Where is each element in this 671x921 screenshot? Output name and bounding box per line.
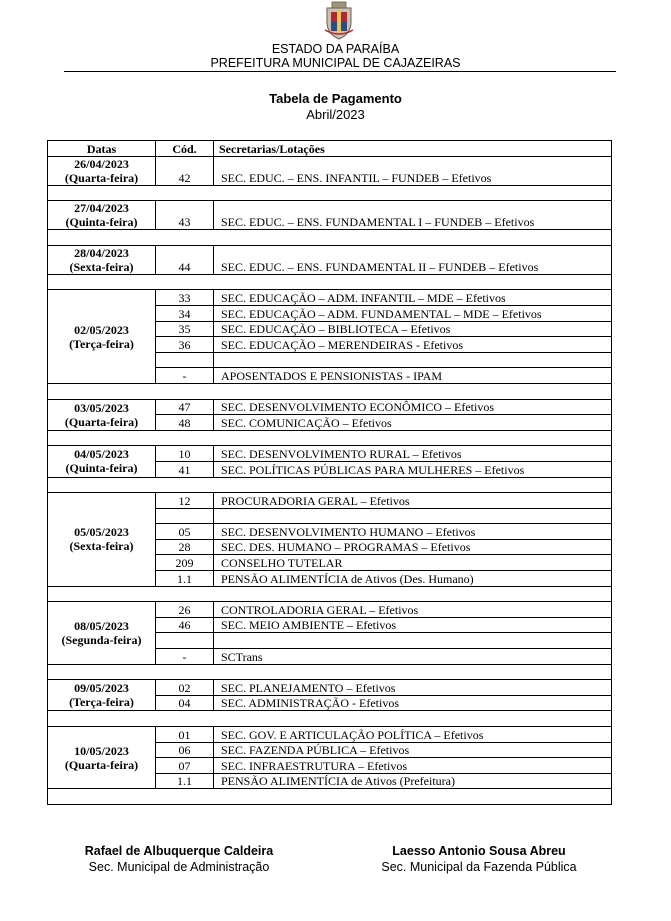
spacer-cell [48,789,612,805]
payment-date: 02/05/2023 [74,322,129,337]
spacer-cell [48,185,612,201]
department-cell: CONTROLADORIA GERAL – Efetivos [214,602,612,618]
payment-date-cell [48,156,156,185]
department-cell: APOSENTADOS E PENSIONISTAS - IPAM [214,368,612,384]
code-cell: 41 [156,461,214,477]
spacer-cell [48,274,612,290]
payment-date: 09/05/2023 [74,681,129,696]
state-name: ESTADO DA PARAÍBA [271,42,400,56]
table-row [48,201,612,230]
department-cell: SEC. EDUCAÇÃO – BIBLIOTECA – Efetivos [214,321,612,337]
spacer-row [48,230,612,246]
payment-weekday: (Terça-feira) [69,336,134,351]
payment-date-cell [48,727,156,789]
department-cell: SEC. GOV. E ARTICULAÇÃO POLÍTICA – Efetivos [214,727,612,743]
code-cell: 46 [156,617,214,633]
code-cell: 28 [156,539,214,555]
payment-date: 10/05/2023 [74,743,129,758]
code-cell: - [156,368,214,384]
spacer-row [48,383,612,399]
signature-administration [49,843,309,875]
payment-date-cell [48,602,156,664]
spacer-row [48,477,612,493]
code-cell: 43 [156,201,214,230]
code-cell: 06 [156,742,214,758]
spacer-row [48,789,612,805]
coat-of-arms-icon [322,0,356,40]
code-cell: 1.1 [156,571,214,587]
spacer-cell [48,664,612,680]
spacer-cell [48,711,612,727]
code-cell: 33 [156,290,214,306]
table-row [48,156,612,185]
code-cell: 209 [156,555,214,571]
department-cell: SEC. DESENVOLVIMENTO ECONÔMICO – Efetivos [214,399,612,415]
payment-date: 28/04/2023 [74,245,129,260]
payment-date-cell [48,245,156,274]
code-cell: 1.1 [156,773,214,789]
header-divider [64,71,616,72]
code-cell: 04 [156,695,214,711]
department-cell [214,508,612,524]
signer-role: Sec. Municipal de Administração [88,860,270,874]
code-cell: 26 [156,602,214,618]
payment-date: 04/05/2023 [74,447,129,462]
payment-date: 08/05/2023 [74,618,129,633]
department-cell: PROCURADORIA GERAL – Efetivos [214,493,612,509]
table-header-row [48,141,612,157]
department-cell: SEC. PLANEJAMENTO – Efetivos [214,680,612,696]
table-row [48,446,612,462]
code-cell: 12 [156,493,214,509]
table-row [48,245,612,274]
table-row [48,399,612,415]
department-cell: SEC. EDUCAÇÃO – MERENDEIRAS - Efetivos [214,337,612,353]
signer-role: Sec. Municipal da Fazenda Pública [381,860,577,874]
spacer-cell [48,230,612,246]
department-cell: CONSELHO TUTELAR [214,555,612,571]
department-cell: SEC. EDUC. – ENS. FUNDAMENTAL II – FUNDEB – Efetivos [214,245,612,274]
code-cell: 07 [156,758,214,774]
code-cell: 05 [156,524,214,540]
payment-date-cell [48,399,156,430]
payment-table [47,140,612,805]
code-cell: 02 [156,680,214,696]
signer-name: Laesso Antonio Sousa Abreu [392,844,566,858]
signature-finance [349,843,609,875]
department-cell: PENSÃO ALIMENTÍCIA de Ativos (Des. Humano) [214,571,612,587]
code-cell: 48 [156,415,214,431]
code-cell [156,508,214,524]
payment-date-cell [48,446,156,477]
spacer-cell [48,586,612,602]
code-cell: 35 [156,321,214,337]
payment-date-cell [48,201,156,230]
document-period: Abril/2023 [306,107,365,122]
payment-date-cell [48,680,156,711]
department-cell: SEC. EDUC. – ENS. INFANTIL – FUNDEB – Efetivos [214,156,612,185]
department-cell: SEC. DESENVOLVIMENTO RURAL – Efetivos [214,446,612,462]
payment-date-cell [48,493,156,587]
code-cell: 36 [156,337,214,353]
department-cell: SEC. DES. HUMANO – PROGRAMAS – Efetivos [214,539,612,555]
payment-weekday: (Quarta-feira) [64,414,139,429]
table-row [48,290,612,306]
department-cell: SEC. MEIO AMBIENTE – Efetivos [214,617,612,633]
code-cell: 44 [156,245,214,274]
table-row [48,680,612,696]
payment-date: 05/05/2023 [74,525,129,540]
code-cell: 42 [156,156,214,185]
payment-weekday: (Terça-feira) [69,695,134,710]
document-title: Tabela de Pagamento [269,91,402,106]
code-cell: 01 [156,727,214,743]
department-cell: PENSÃO ALIMENTÍCIA de Ativos (Prefeitura) [214,773,612,789]
spacer-cell [48,383,612,399]
signer-name: Rafael de Albuquerque Caldeira [84,844,274,858]
header-dates: Datas [48,141,156,157]
payment-weekday: (Quarta-feira) [64,757,139,772]
code-cell [156,633,214,649]
department-cell: SEC. INFRAESTRUTURA – Efetivos [214,758,612,774]
spacer-row [48,185,612,201]
payment-date: 26/04/2023 [74,156,129,171]
table-row [48,493,612,509]
header-code: Cód. [156,141,214,157]
payment-weekday: (Sexta-feira) [69,539,134,554]
spacer-row [48,586,612,602]
spacer-row [48,274,612,290]
department-cell: SEC. POLÍTICAS PÚBLICAS PARA MULHERES – Efetivos [214,461,612,477]
table-row [48,727,612,743]
department-cell: SCTrans [214,649,612,665]
spacer-cell [48,477,612,493]
payment-weekday: (Quarta-feira) [64,170,139,185]
department-cell: SEC. EDUCAÇÃO – ADM. INFANTIL – MDE – Efetivos [214,290,612,306]
header-departments: Secretarias/Lotações [214,141,612,157]
spacer-cell [48,430,612,446]
spacer-row [48,430,612,446]
code-cell [156,352,214,368]
department-cell [214,633,612,649]
table-row [48,602,612,618]
department-cell: SEC. FAZENDA PÚBLICA – Efetivos [214,742,612,758]
payment-date: 03/05/2023 [74,400,129,415]
department-cell: SEC. ADMINISTRAÇÃO - Efetivos [214,695,612,711]
payment-weekday: (Segunda-feira) [61,632,142,647]
department-cell: SEC. DESENVOLVIMENTO HUMANO – Efetivos [214,524,612,540]
department-cell: SEC. COMUNICAÇÃO – Efetivos [214,415,612,431]
code-cell: - [156,649,214,665]
municipality-name: PREFEITURA MUNICIPAL DE CAJAZEIRAS [210,56,461,70]
department-cell: SEC. EDUC. – ENS. FUNDAMENTAL I – FUNDEB – Efetivos [214,201,612,230]
payment-date-cell [48,290,156,384]
spacer-row [48,664,612,680]
payment-weekday: (Quinta-feira) [65,215,138,230]
department-cell: SEC. EDUCAÇÃO – ADM. FUNDAMENTAL – MDE – Efetivos [214,305,612,321]
code-cell: 34 [156,305,214,321]
payment-date: 27/04/2023 [74,201,129,216]
code-cell: 47 [156,399,214,415]
code-cell: 10 [156,446,214,462]
payment-weekday: (Sexta-feira) [69,259,134,274]
payment-weekday: (Quinta-feira) [65,461,138,476]
department-cell [214,352,612,368]
spacer-row [48,711,612,727]
